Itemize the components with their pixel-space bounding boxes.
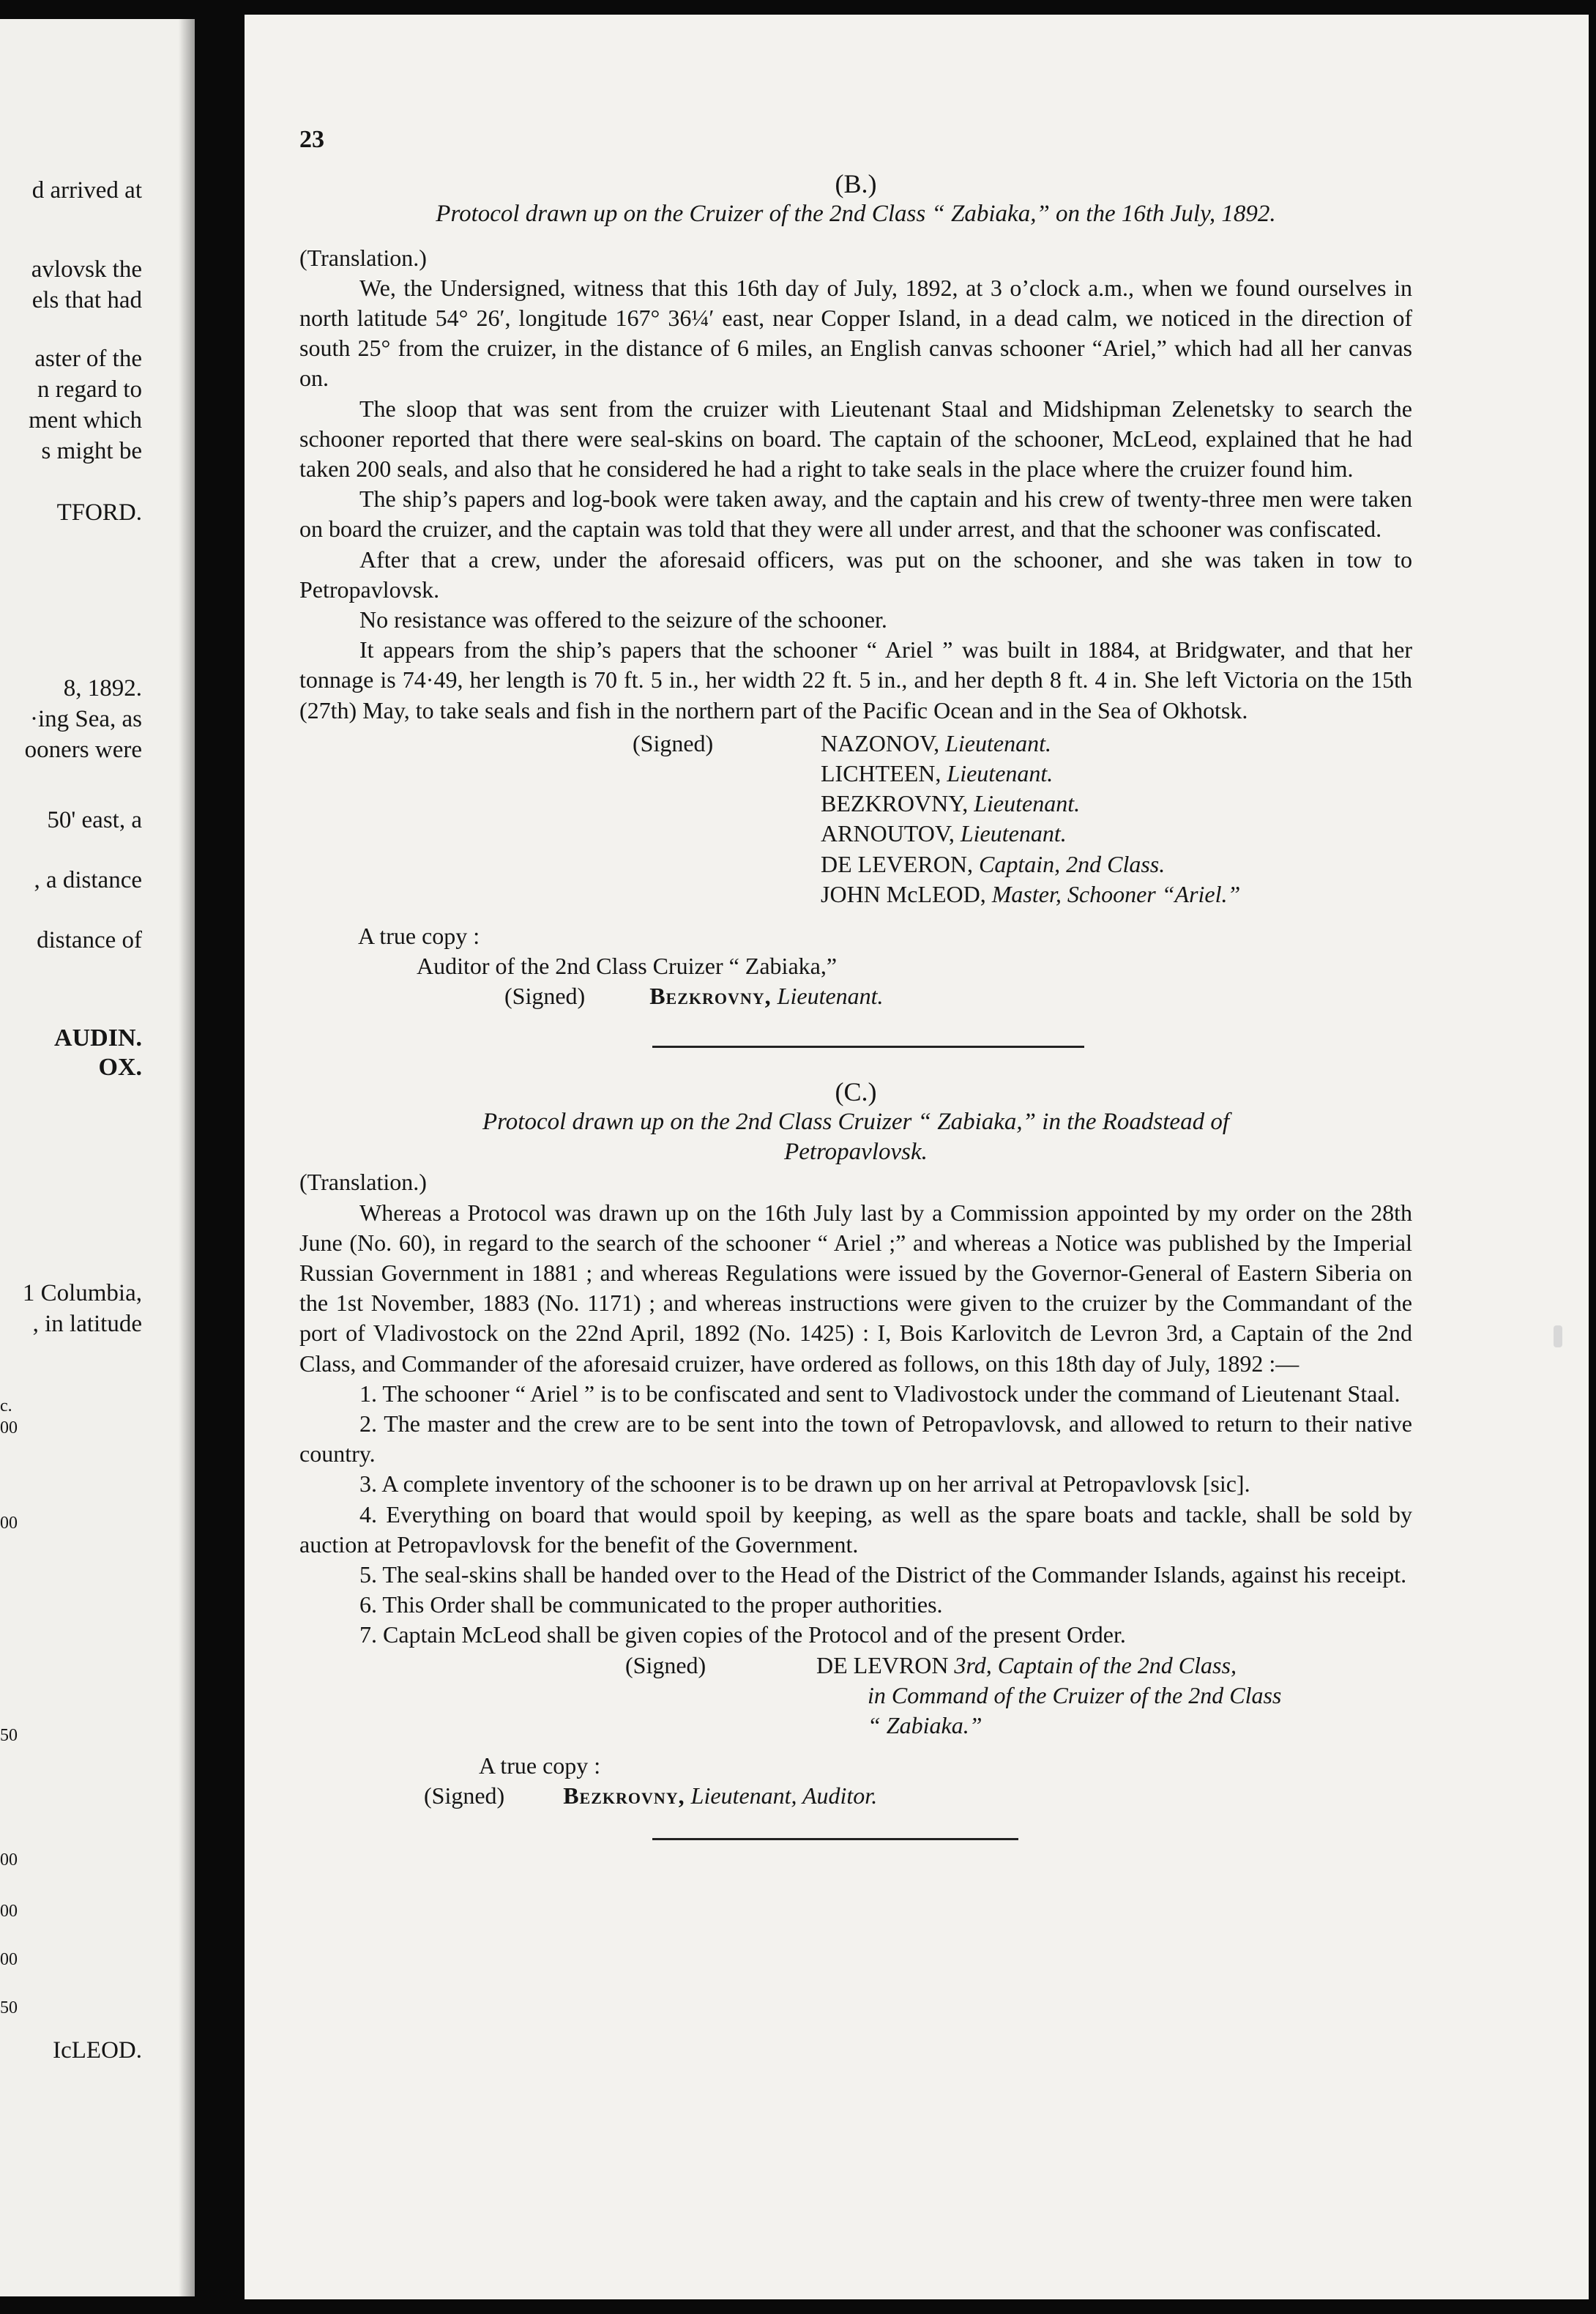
- section-b-title: Protocol drawn up on the Cruizer of the 2nd Class “ Zabiaka,” on the 16th July, 1892.: [436, 201, 1276, 228]
- signatory-name: BEZKROVNY,: [821, 790, 969, 817]
- copy-signer-name: Bezkrovny,: [563, 1782, 685, 1809]
- scan-speck: [1554, 1325, 1562, 1347]
- signatory: [816, 1651, 1412, 1741]
- left-page-line: 50: [0, 1726, 18, 1745]
- signature-row: [299, 849, 1412, 879]
- signatory-title-cont: “ Zabiaka.”: [868, 1711, 982, 1738]
- signatory-title: 3rd, Captain of the 2nd Class,: [954, 1651, 1237, 1678]
- copy-signer-name: Bezkrovny,: [649, 983, 772, 1010]
- section-b-paragraph: The ship’s papers and log-book were taken away, and the captain and his crew of twenty-three men were taken on board the cruizer, and the captain was told that they were all under arrest, and that the schooner was confiscated.: [299, 486, 1412, 543]
- left-page-line: , a distance: [34, 867, 142, 893]
- signatory: [821, 759, 1412, 789]
- section-b-paragraph: After that a crew, under the aforesaid officers, was put on the schooner, and she was taken in tow to Petropavlovsk.: [299, 546, 1412, 603]
- left-page-line: 1 Columbia,: [22, 1280, 142, 1306]
- left-page-line: ooners were: [24, 737, 142, 763]
- section-b-paragraph: We, the Undersigned, witness that this 16th day of July, 1892, at 3 o’clock a.m., when we found ourselves in north latitude 54° 26′, longitude 167° 36¼′ east, near Copper Island, in a dead calm, we noticed in the direction of south 25° from the cruizer, in the distance of 6 miles, an English canvas schooner “Ariel,” which had all her canvas on.: [299, 274, 1412, 392]
- section-b-paragraph: It appears from the ship’s papers that the schooner “ Ariel ” was built in 1884, at Bridgwater, and that her tonnage is 74·49, her length is 70 ft. 5 in., her width 22 ft. 5 in., and her depth 8 ft. 4 in. She left Victoria on the 15th (27th) May, to take seals and fish in the northern part of the Pacific Ocean and in the Sea of Okhotsk.: [299, 636, 1412, 723]
- signatory: [821, 819, 1412, 849]
- left-page-line: 00: [0, 1902, 18, 1921]
- signatory: [821, 789, 1412, 819]
- section-c-true-copy: [299, 1751, 1412, 1811]
- order-item: 6. This Order shall be communicated to the proper authorities.: [359, 1591, 943, 1618]
- left-page-line: IcLEOD.: [53, 2037, 142, 2064]
- signatory-title: Lieutenant.: [945, 729, 1051, 756]
- signatory-name: JOHN McLEOD,: [821, 880, 986, 907]
- section-b-translation-note: (Translation.): [299, 244, 427, 271]
- gutter-shadow: [179, 19, 195, 2296]
- order-item: 5. The seal-skins shall be handed over to the Head of the District of the Commander Islands, against his receipt.: [359, 1560, 1407, 1588]
- left-page-line: TFORD.: [56, 499, 142, 526]
- signatory-name: DE LEVERON,: [821, 850, 973, 877]
- true-copy-label: A true copy :: [479, 1752, 601, 1779]
- signatory-title: Master, Schooner “Ariel.”: [991, 880, 1241, 907]
- signatory: [821, 879, 1412, 909]
- left-page-line: distance of: [37, 927, 142, 953]
- signature-row: [299, 789, 1412, 819]
- section-c-title-line2: Petropavlovsk.: [784, 1139, 928, 1166]
- signatory-title: Lieutenant.: [947, 760, 1054, 787]
- auditor-line: Auditor of the 2nd Class Cruizer “ Zabiaka,”: [417, 953, 838, 980]
- order-item: 2. The master and the crew are to be sent into the town of Petropavlovsk, and allowed to return to their native country.: [299, 1410, 1412, 1467]
- copy-signature: [299, 981, 1412, 1011]
- left-page-line: 8, 1892.: [63, 675, 142, 702]
- copy-signature: [299, 1781, 1412, 1811]
- signed-label: (Signed): [633, 729, 714, 756]
- left-page-line: 00: [0, 1418, 18, 1437]
- left-page-line: avlovsk the: [31, 256, 142, 283]
- signatory-name: ARNOUTOV,: [821, 820, 955, 847]
- signatory: [821, 729, 1412, 759]
- section-divider: [652, 1838, 1018, 1840]
- true-copy-label: A true copy :: [358, 923, 480, 950]
- left-page-line: s might be: [41, 438, 142, 464]
- section-b-true-copy: [299, 921, 1412, 1012]
- order-item: 1. The schooner “ Ariel ” is to be confiscated and sent to Vladivostock under the command of Lieutenant Staal.: [359, 1380, 1401, 1407]
- signature-row: [299, 879, 1412, 909]
- left-page-line: ment which: [29, 407, 142, 434]
- copy-signer-title: Lieutenant.: [777, 983, 884, 1010]
- section-c-intro: Whereas a Protocol was drawn up on the 16th July last by a Commission appointed by my order on the 28th June (No. 60), in regard to the search of the schooner “ Ariel ;” and whereas a Notice was published by the Imperial Russian Government in 1881 ; and whereas Regulations were issued by the Governor-General of Eastern Siberia on the 1st November, 1883 (No. 1171) ; and whereas instructions were given to the cruizer by the Commandant of the port of Vladivostock on the 22nd April, 1892 (No. 1425) : I, Bois Karlovitch de Levron 3rd, a Captain of the 2nd Class, and Commander of the aforesaid cruizer, have ordered as follows, on this 18th day of July, 1892 :—: [299, 1199, 1412, 1377]
- page-number: 23: [299, 126, 324, 153]
- signature-row: [299, 759, 1412, 789]
- signatory-name: LICHTEEN,: [821, 760, 941, 787]
- section-c-signature: [299, 1651, 1412, 1741]
- order-item: 4. Everything on board that would spoil by keeping, as well as the spare boats and tackle, shall be sold by auction at Petropavlovsk for the benefit of the Government.: [299, 1500, 1412, 1558]
- left-page-line: aster of the: [34, 346, 142, 372]
- section-c-translation-note: (Translation.): [299, 1169, 427, 1196]
- left-page-line: ·ing Sea, as: [29, 706, 142, 732]
- signatory: [821, 849, 1412, 879]
- left-page-line: AUDIN.: [54, 1024, 142, 1052]
- main-page: [245, 15, 1589, 2299]
- section-c-title-line1: Protocol drawn up on the 2nd Class Cruizer “ Zabiaka,” in the Roadstead of: [482, 1108, 1229, 1135]
- copy-signer-title: Lieutenant, Auditor.: [690, 1782, 878, 1809]
- left-page-fragment: [0, 19, 195, 2296]
- copy-signed-label: (Signed): [424, 1782, 505, 1809]
- left-page-line: d arrived at: [31, 177, 142, 204]
- left-page-line: 00: [0, 1950, 18, 1969]
- signature-row: [299, 729, 1412, 759]
- left-page-line: n regard to: [37, 376, 142, 403]
- signature-row: [299, 819, 1412, 849]
- copy-signed-label: (Signed): [504, 983, 586, 1010]
- left-page-line: els that had: [31, 287, 142, 313]
- section-b-signatures: [299, 729, 1412, 909]
- left-page-line: 00: [0, 1850, 18, 1870]
- section-b-paragraph: The sloop that was sent from the cruizer with Lieutenant Staal and Midshipman Zelenetsky to search the schooner reported that there were seal-skins on board. The captain of the schooner, McLeod, explained that he had taken 200 seals, and also that he considered he had a right to take seals in the place where the cruizer found him.: [299, 395, 1412, 483]
- section-b-label: (B.): [835, 169, 877, 199]
- left-page-line: 50: [0, 1998, 18, 2017]
- order-item: 7. Captain McLeod shall be given copies of the Protocol and of the present Order.: [359, 1621, 1126, 1648]
- signatory-title: Lieutenant.: [960, 820, 1067, 847]
- signatory-title: Captain, 2nd Class.: [978, 850, 1166, 877]
- signed-label: (Signed): [625, 1651, 706, 1678]
- left-page-line: 50' east, a: [47, 807, 142, 833]
- left-page-line: c.: [0, 1396, 12, 1415]
- left-page-line: OX.: [98, 1054, 142, 1081]
- signatory-name: NAZONOV,: [821, 729, 940, 756]
- signatory-title: Lieutenant.: [974, 790, 1081, 817]
- left-page-line: 00: [0, 1514, 18, 1533]
- signatory-name: DE LEVRON: [816, 1651, 949, 1678]
- order-item: 3. A complete inventory of the schooner is to be drawn up on her arrival at Petropavlovsk [sic].: [359, 1470, 1250, 1498]
- section-c-label: (C.): [835, 1076, 877, 1106]
- section-b-paragraph: No resistance was offered to the seizure of the schooner.: [359, 606, 887, 633]
- page-content: [299, 124, 1412, 1840]
- left-page-line: , in latitude: [32, 1311, 142, 1337]
- signatory-title-cont: in Command of the Cruizer of the 2nd Class: [868, 1681, 1282, 1708]
- section-divider: [652, 1046, 1084, 1048]
